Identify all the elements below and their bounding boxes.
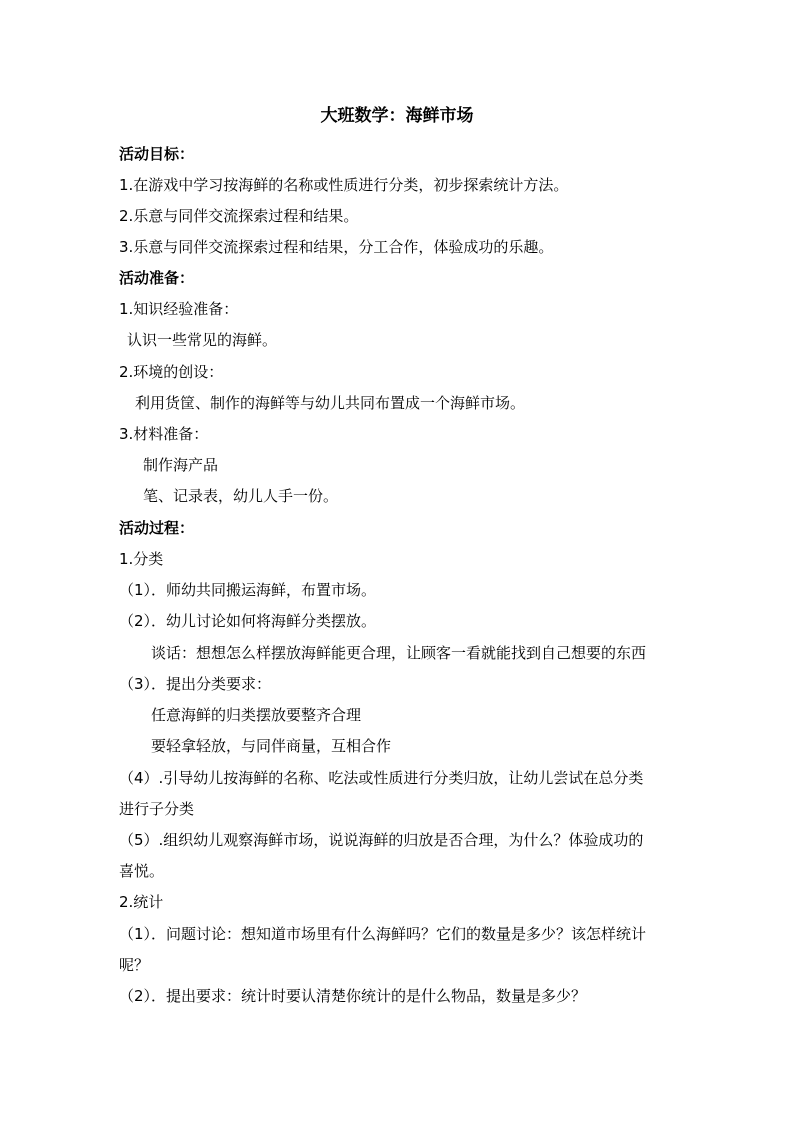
text-line: （2）．幼儿讨论如何将海鲜分类摆放。: [119, 612, 377, 630]
text-line: （3）．提出分类要求：: [119, 675, 272, 693]
text-line: 利用货筐、制作的海鲜等与幼儿共同布置成一个海鲜市场。: [135, 394, 526, 412]
text-line: 笔、记录表，幼儿人手一份。: [143, 487, 339, 505]
text-line: （5）.组织幼儿观察海鲜市场，说说海鲜的归放是否合理，为什么？体验成功的: [119, 831, 644, 849]
section-heading-goals: 活动目标：: [119, 145, 195, 163]
text-line: 2.乐意与同伴交流探索过程和结果。: [119, 207, 359, 225]
text-line: （2）．提出要求：统计时要认清楚你统计的是什么物品，数量是多少？: [119, 987, 587, 1005]
text-line: 1.分类: [119, 550, 164, 568]
text-line: 2.统计: [119, 893, 164, 911]
text-line: 1.在游戏中学习按海鲜的名称或性质进行分类，初步探索统计方法。: [119, 176, 569, 194]
text-line: （4）.引导幼儿按海鲜的名称、吃法或性质进行分类归放，让幼儿尝试在总分类: [119, 769, 644, 787]
text-line: 2.环境的创设：: [119, 363, 224, 381]
text-line: 制作海产品: [143, 456, 219, 474]
text-line: 谈话：想想怎么样摆放海鲜能更合理，让顾客一看就能找到自己想要的东西: [151, 644, 647, 662]
text-line: 3.乐意与同伴交流探索过程和结果，分工合作，体验成功的乐趣。: [119, 238, 554, 256]
text-line: 要轻拿轻放，与同伴商量，互相合作: [151, 737, 392, 755]
document-title: 大班数学：海鲜市场: [320, 106, 474, 126]
text-line: （1）．问题讨论：想知道市场里有什么海鲜吗？它们的数量是多少？该怎样统计: [119, 925, 647, 943]
text-line: 喜悦。: [119, 862, 165, 880]
section-heading-preparation: 活动准备：: [119, 269, 195, 287]
text-line: （1）．师幼共同搬运海鲜，布置市场。: [119, 581, 377, 599]
text-line: 认识一些常见的海鲜。: [127, 331, 278, 349]
text-line: 任意海鲜的归类摆放要整齐合理: [151, 706, 362, 724]
text-line: 1.知识经验准备：: [119, 300, 239, 318]
text-line: 进行子分类: [119, 800, 195, 818]
section-heading-process: 活动过程：: [119, 519, 195, 537]
text-line: 3.材料准备：: [119, 425, 209, 443]
text-line: 呢？: [119, 956, 150, 974]
